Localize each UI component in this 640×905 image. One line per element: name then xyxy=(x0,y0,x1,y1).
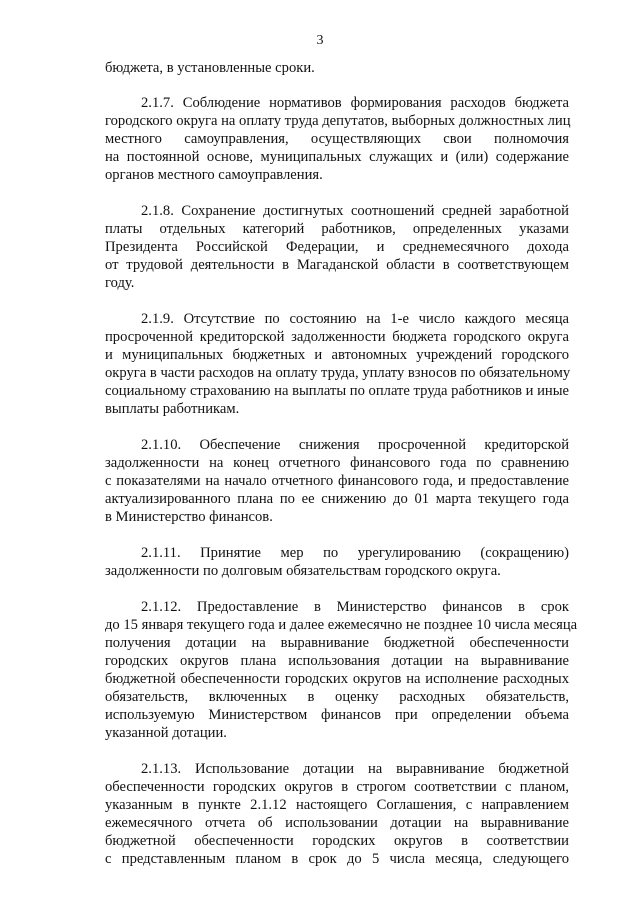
page-number: 3 xyxy=(316,33,324,48)
document-body xyxy=(105,59,578,886)
text-line: 2.1.8. Сохранение достигнутых соотношений средней заработной xyxy=(141,203,569,219)
text-line: выплаты работникам. xyxy=(105,401,240,417)
text-line: указанным в пункте 2.1.12 настоящего Соглашения, с направлением xyxy=(105,797,569,813)
paragraph-cont xyxy=(105,59,569,77)
paragraph-p-2-1-7 xyxy=(105,94,569,184)
text-line: задолженности по долговым обязательствам городского округа. xyxy=(105,563,501,579)
text-line: городских округов плана использования дотации на выравнивание xyxy=(105,653,569,669)
text-line: с представленным планом в срок до 5 числа месяца, следующего xyxy=(105,851,569,867)
text-line: на постоянной основе, муниципальных служащих и (или) содержание xyxy=(105,149,569,165)
text-line: актуализированного плана по ее снижению до 01 марта текущего года xyxy=(105,491,569,507)
text-line: от трудовой деятельности в Магаданской области в соответствующем xyxy=(105,257,569,273)
paragraph-p-2-1-13 xyxy=(105,760,569,868)
text-line: бюджетной обеспеченности городских округов в соответствии xyxy=(105,833,569,849)
text-line: с показателями на начало отчетного финансового года, и предоставление xyxy=(105,473,569,489)
text-line: 2.1.13. Использование дотации на выравнивание бюджетной xyxy=(141,761,569,777)
paragraph-p-2-1-8 xyxy=(105,202,569,292)
text-line: 2.1.10. Обеспечение снижения просроченной кредиторской xyxy=(141,437,569,453)
text-line: указанной дотации. xyxy=(105,725,227,741)
text-line: 2.1.9. Отсутствие по состоянию на 1-е число каждого месяца xyxy=(141,311,569,327)
text-line: бюджета, в установленные сроки. xyxy=(105,60,315,76)
text-line: 2.1.7. Соблюдение нормативов формирования расходов бюджета xyxy=(141,95,569,111)
text-line: году. xyxy=(105,275,135,291)
text-line: Президента Российской Федерации, и среднемесячного дохода xyxy=(105,239,569,255)
text-line: социальному страхованию на выплаты по оплате труда работников и иные xyxy=(105,383,569,399)
text-line: и муниципальных бюджетных и автономных учреждений городского xyxy=(105,347,569,363)
paragraph-p-2-1-12 xyxy=(105,598,578,742)
text-line: городского округа на оплату труда депутатов, выборных должностных лиц xyxy=(105,113,571,129)
text-line: 2.1.11. Принятие мер по урегулированию (сокращению) xyxy=(141,545,569,561)
text-line: получения дотации на выравнивание бюджетной обеспеченности xyxy=(105,635,569,651)
text-line: округа в части расходов на оплату труда, уплату взносов по обязательному xyxy=(105,365,571,381)
text-line: используемую Министерством финансов при определении объема xyxy=(105,707,569,723)
paragraph-p-2-1-9 xyxy=(105,310,569,418)
paragraph-p-2-1-11 xyxy=(105,544,569,580)
text-line: бюджетной обеспеченности городских округов на исполнение расходных xyxy=(105,671,569,687)
text-line: до 15 января текущего года и далее ежемесячно не позднее 10 числа месяца xyxy=(105,617,578,633)
text-line: ежемесячного отчета об использовании дотации на выравнивание xyxy=(105,815,569,831)
text-line: обеспеченности городских округов в строгом соответствии с планом, xyxy=(105,779,569,795)
text-line: задолженности на конец отчетного финансового года по сравнению xyxy=(105,455,569,471)
text-line: платы отдельных категорий работников, определенных указами xyxy=(105,221,569,237)
text-line: органов местного самоуправления. xyxy=(105,167,323,183)
paragraph-p-2-1-10 xyxy=(105,436,569,526)
text-line: 2.1.12. Предоставление в Министерство финансов в срок xyxy=(141,599,569,615)
text-line: обязательств, включенных в оценку расходных обязательств, xyxy=(105,689,569,705)
text-line: в Министерство финансов. xyxy=(105,509,273,525)
text-line: местного самоуправления, осуществляющих свои полномочия xyxy=(105,131,569,147)
text-line: просроченной кредиторской задолженности бюджета городского округа xyxy=(105,329,569,345)
